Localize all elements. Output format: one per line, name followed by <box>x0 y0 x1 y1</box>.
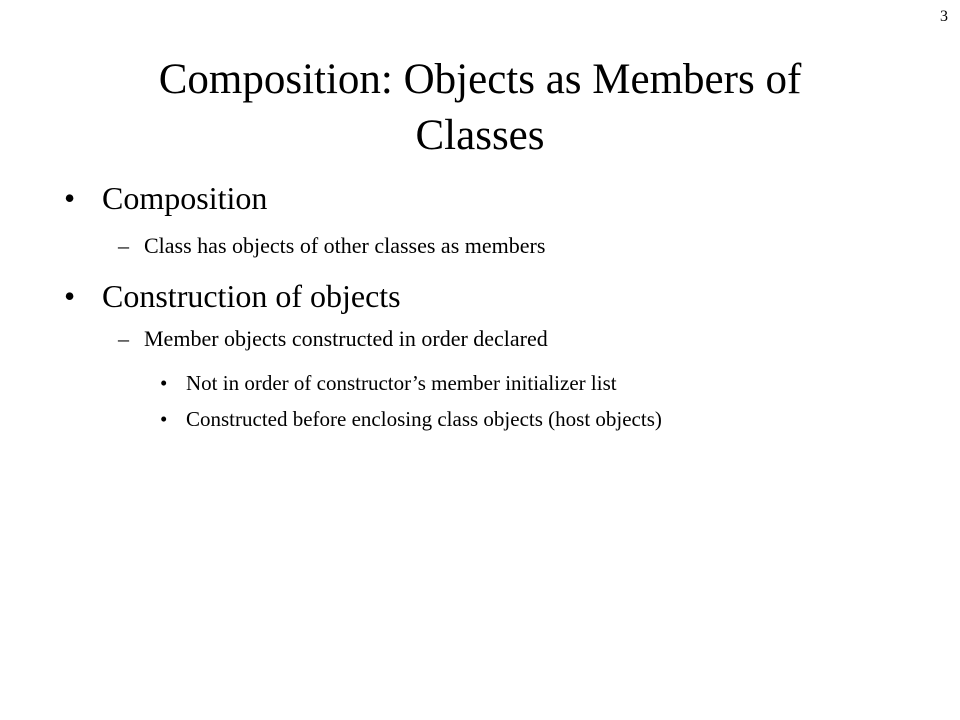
sub-bullet-class-has-objects <box>118 233 545 259</box>
sub-bullet-text: Class has objects of other classes as members <box>144 233 546 258</box>
slide-title-line-2: Classes <box>415 112 545 159</box>
bullet-dot-icon: • <box>160 371 168 395</box>
bullet-text: Composition <box>102 180 268 216</box>
slide-title <box>0 52 960 164</box>
bullet-construction-of-objects <box>64 278 401 314</box>
sub-sub-bullet-constructed-before <box>160 407 662 431</box>
bullet-dot-icon: • <box>160 407 168 431</box>
bullet-dot-icon: • <box>64 278 76 314</box>
sub-sub-bullet-not-in-order <box>160 371 617 395</box>
bullet-composition <box>64 180 267 216</box>
sub-sub-bullet-text: Not in order of constructor’s member initializer list <box>186 371 617 395</box>
dash-icon: – <box>118 233 129 258</box>
dash-icon: – <box>118 326 129 351</box>
slide-number: 3 <box>940 8 948 25</box>
slide-title-line-1: Composition: Objects as Members of <box>158 56 802 103</box>
bullet-text: Construction of objects <box>102 278 401 314</box>
bullet-dot-icon: • <box>64 180 76 216</box>
sub-sub-bullet-text: Constructed before enclosing class objects (host objects) <box>186 407 662 431</box>
sub-bullet-member-objects <box>118 326 548 352</box>
sub-bullet-text: Member objects constructed in order declared <box>144 326 548 351</box>
